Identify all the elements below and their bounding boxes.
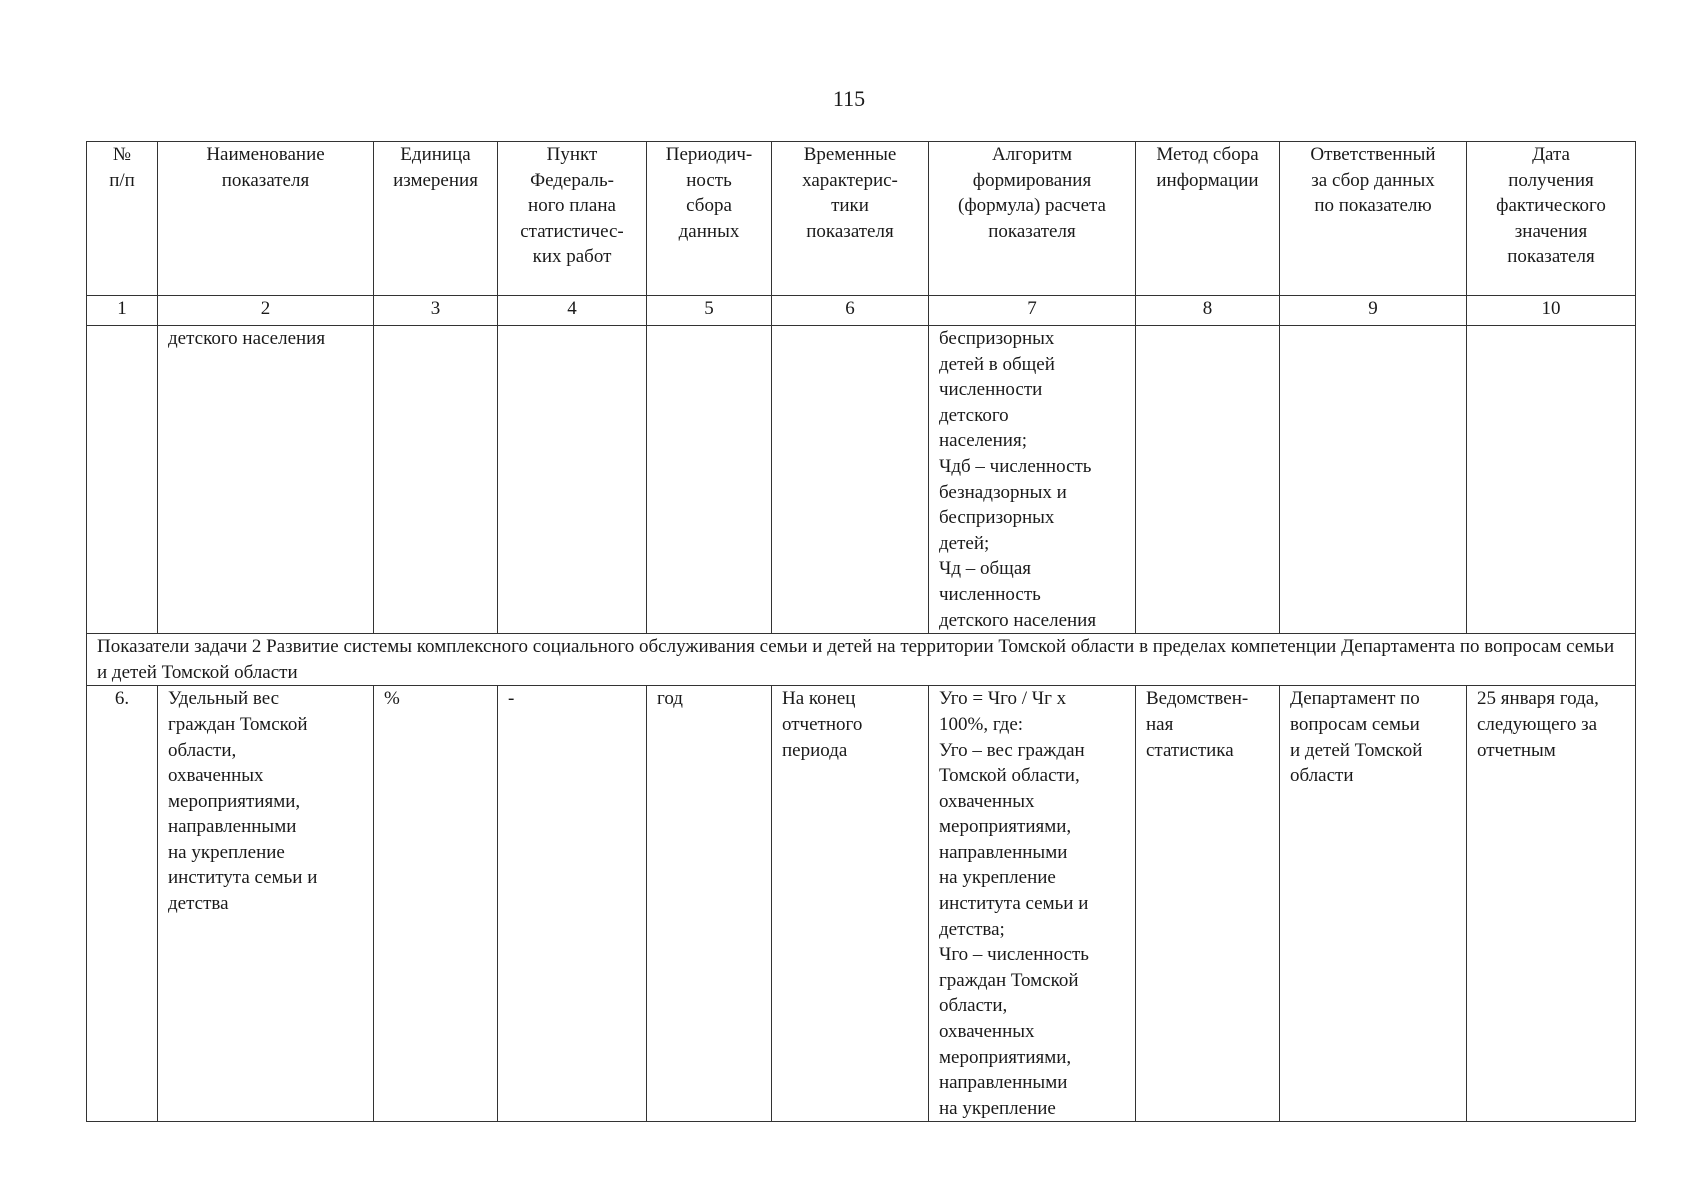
header-cell-plan-item: Пункт Федераль- ного плана статистичес- ких работ	[498, 142, 647, 296]
cell-periodicity: год	[647, 686, 772, 1122]
header-cell-date: Дата получения фактического значения показателя	[1467, 142, 1636, 296]
cell-algorithm: Уго = Чго / Чг х 100%, где: Уго – вес граждан Томской области, охваченных мероприятиями, направленными на укрепление института семьи и детства; Чго – численность граждан Томской области, охваченных мероприятиями, направленными на укрепление	[929, 686, 1136, 1122]
continuation-row	[87, 326, 1636, 634]
column-number: 2	[158, 296, 374, 326]
cell-time-characteristics: На конец отчетного периода	[772, 686, 929, 1122]
column-number: 1	[87, 296, 158, 326]
section-title: Показатели задачи 2 Развитие системы комплексного социального обслуживания семьи и детей на территории Томской области в пределах компетенции Департамента по вопросам семьи и детей Томской области	[87, 634, 1636, 686]
cell-plan-item-empty	[498, 326, 647, 634]
header-cell-method: Метод сбора информации	[1136, 142, 1280, 296]
cell-responsible: Департамент по вопросам семьи и детей Томской области	[1280, 686, 1467, 1122]
header-cell-periodicity: Периодич- ность сбора данных	[647, 142, 772, 296]
header-cell-num: № п/п	[87, 142, 158, 296]
cell-periodicity-empty	[647, 326, 772, 634]
page-number: 115	[832, 86, 866, 111]
cell-date-empty	[1467, 326, 1636, 634]
header-cell-unit: Единица измерения	[374, 142, 498, 296]
cell-algorithm: беспризорных детей в общей численности детского населения; Чдб – численность безнадзорных и беспризорных детей; Чд – общая численность детского населения	[929, 326, 1136, 634]
header-cell-time-characteristics: Временные характерис- тики показателя	[772, 142, 929, 296]
indicators-table	[86, 141, 1636, 1122]
header-cell-algorithm: Алгоритм формирования (формула) расчета показателя	[929, 142, 1136, 296]
header-cell-name: Наименование показателя	[158, 142, 374, 296]
cell-method-empty	[1136, 326, 1280, 634]
cell-num-empty	[87, 326, 158, 634]
column-number: 3	[374, 296, 498, 326]
column-number: 8	[1136, 296, 1280, 326]
section-row	[87, 634, 1636, 686]
column-number: 5	[647, 296, 772, 326]
column-number: 4	[498, 296, 647, 326]
column-number-row	[87, 296, 1636, 326]
cell-time-empty	[772, 326, 929, 634]
table-row	[87, 686, 1636, 1122]
header-cell-responsible: Ответственный за сбор данных по показателю	[1280, 142, 1467, 296]
cell-num: 6.	[87, 686, 158, 1122]
header-row	[87, 142, 1636, 296]
cell-method: Ведомствен- ная статистика	[1136, 686, 1280, 1122]
column-number: 9	[1280, 296, 1467, 326]
cell-name: детского населения	[158, 326, 374, 634]
column-number: 6	[772, 296, 929, 326]
column-number: 10	[1467, 296, 1636, 326]
column-number: 7	[929, 296, 1136, 326]
cell-unit-empty	[374, 326, 498, 634]
cell-unit: %	[374, 686, 498, 1122]
cell-responsible-empty	[1280, 326, 1467, 634]
cell-name: Удельный вес граждан Томской области, охваченных мероприятиями, направленными на укрепление института семьи и детства	[158, 686, 374, 1122]
cell-date: 25 января года, следующего за отчетным	[1467, 686, 1636, 1122]
cell-plan-item: -	[498, 686, 647, 1122]
